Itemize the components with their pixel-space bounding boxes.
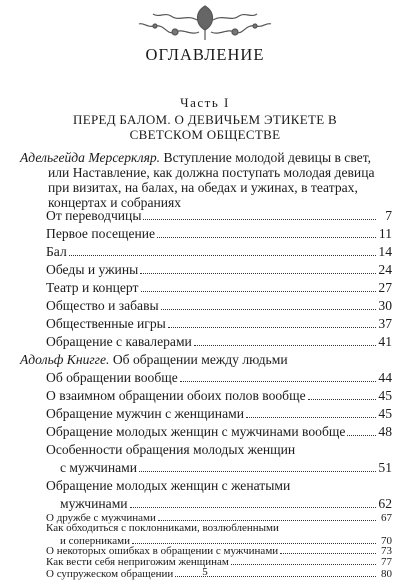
toc-entry-page: 80 <box>381 567 392 580</box>
toc-entry-page: 70 <box>381 535 392 547</box>
toc-entry[interactable] <box>46 545 392 557</box>
toc-entry[interactable] <box>46 370 392 386</box>
section-title: Об обращении между людьми <box>112 352 288 367</box>
leader-dots <box>194 335 376 346</box>
leader-dots <box>130 497 376 508</box>
toc-entry-page: 51 <box>378 460 392 475</box>
toc-entry[interactable] <box>46 262 392 278</box>
toc-entry-label: Обеды и ужины <box>46 262 139 277</box>
toc-entry-page: 37 <box>378 316 392 331</box>
toc-entry[interactable] <box>46 510 392 522</box>
leader-dots <box>246 407 376 418</box>
leader-dots <box>175 568 376 577</box>
toc-entry[interactable] <box>46 208 392 224</box>
toc-entry-label: От переводчицы <box>46 208 142 223</box>
toc-entry[interactable] <box>46 316 392 332</box>
section-subtitle: или Наставление, как должна поступать молодая девица при визитах, на балах, на обедах и ужинах, в театрах, концертах и собраниях <box>48 165 375 210</box>
leader-dots <box>280 545 376 554</box>
section-author: Адольф Книгге. <box>20 352 110 367</box>
leader-dots <box>139 461 376 472</box>
toc-entry-label[interactable]: Как обходиться с поклонниками, возлюбленными <box>46 521 279 534</box>
toc-entry-label: мужчинами <box>60 496 128 511</box>
toc-entry-page: 11 <box>378 226 392 241</box>
leader-dots <box>168 317 376 328</box>
ornament-icon <box>135 2 275 44</box>
toc-entry-page: 77 <box>381 556 392 568</box>
leader-dots <box>158 510 376 521</box>
toc-entry-label: Общество и забавы <box>46 298 159 313</box>
toc-entry[interactable] <box>46 388 392 404</box>
toc-entry-page: 73 <box>381 544 392 557</box>
toc-entry[interactable] <box>46 226 392 242</box>
section-author: Адельгейда Мерсеркляр. <box>20 150 161 165</box>
toc-entry-label: Первое посещение <box>46 226 156 241</box>
toc-entry-page: 48 <box>378 424 392 439</box>
leader-dots <box>308 389 376 400</box>
leader-dots <box>157 227 376 238</box>
toc-entry-page: 7 <box>385 208 392 223</box>
section-title: Вступление молодой девицы в свет, <box>163 150 372 165</box>
toc-entry-page: 41 <box>378 334 392 349</box>
toc-entry[interactable] <box>46 424 392 440</box>
toc-entry-label: Бал <box>46 244 67 259</box>
toc-entry-label: О взаимном обращении обоих полов вообще <box>46 388 306 403</box>
toc-entry-page: 62 <box>378 496 392 511</box>
toc-entry-label: Обращение мужчин с женщинами <box>46 406 244 421</box>
toc-entry-page: 30 <box>378 298 392 313</box>
toc-entry-page: 67 <box>381 512 392 524</box>
page-number: 5 <box>202 566 208 578</box>
toc-entry-label[interactable]: Обращение молодых женщин с женатыми <box>46 478 291 493</box>
toc-entry-page: 24 <box>378 262 392 277</box>
toc-entry[interactable] <box>60 533 392 545</box>
leader-dots <box>140 263 376 274</box>
toc-entry-label: Об обращении вообще <box>46 370 178 385</box>
leader-dots <box>141 281 377 292</box>
leader-dots <box>132 533 376 544</box>
toc-entry-label: Обращение с кавалерами <box>46 334 192 349</box>
toc-entry[interactable] <box>46 244 392 260</box>
leader-dots <box>161 299 376 310</box>
toc-entry-label: О дружбе с мужчинами <box>46 512 156 524</box>
toc-entry[interactable] <box>46 280 392 296</box>
leader-dots <box>69 245 376 256</box>
toc-entry-label[interactable]: Особенности обращения молодых женщин <box>46 442 296 457</box>
toc-entry-label: Театр и концерт <box>46 280 139 295</box>
toc-entry-label: Общественные игры <box>46 316 166 331</box>
toc-entry-page: 44 <box>378 370 392 385</box>
toc-entry[interactable] <box>60 460 392 476</box>
toc-entry-page: 14 <box>378 244 392 259</box>
leader-dots <box>180 371 376 382</box>
part-label: Часть I <box>180 95 230 110</box>
leader-dots <box>143 209 376 220</box>
toc-entry-label: О некоторых ошибках в обращении с мужчинами <box>46 544 279 557</box>
toc-entry-page: 45 <box>378 406 392 421</box>
toc-entry-label: с мужчинами <box>60 460 138 475</box>
toc-entry[interactable] <box>46 556 392 568</box>
toc-entry-page: 45 <box>378 388 392 403</box>
page-title: ОГЛАВЛЕНИЕ <box>145 45 265 64</box>
section-header-2 <box>20 352 392 367</box>
toc-entry-label: и соперниками <box>60 535 130 547</box>
toc-entry[interactable] <box>46 406 392 422</box>
leader-dots <box>231 556 376 565</box>
toc-entry-label: О супружеском обращении <box>46 567 174 580</box>
toc-entry-label: Обращение молодых женщин с мужчинами вообще <box>46 424 346 439</box>
toc-entry[interactable] <box>46 334 392 350</box>
toc-entry[interactable] <box>46 568 392 580</box>
part-heading: ПЕРЕД БАЛОМ. О ДЕВИЧЬЕМ ЭТИКЕТЕ В СВЕТСКОМ ОБЩЕСТВЕ <box>73 112 337 142</box>
toc-entry-page: 27 <box>378 280 392 295</box>
toc-entry[interactable] <box>46 298 392 314</box>
section-header-1 <box>20 150 392 210</box>
leader-dots <box>347 425 376 436</box>
toc-entry-label: Как вести себя непригожим женщинам <box>46 556 229 568</box>
